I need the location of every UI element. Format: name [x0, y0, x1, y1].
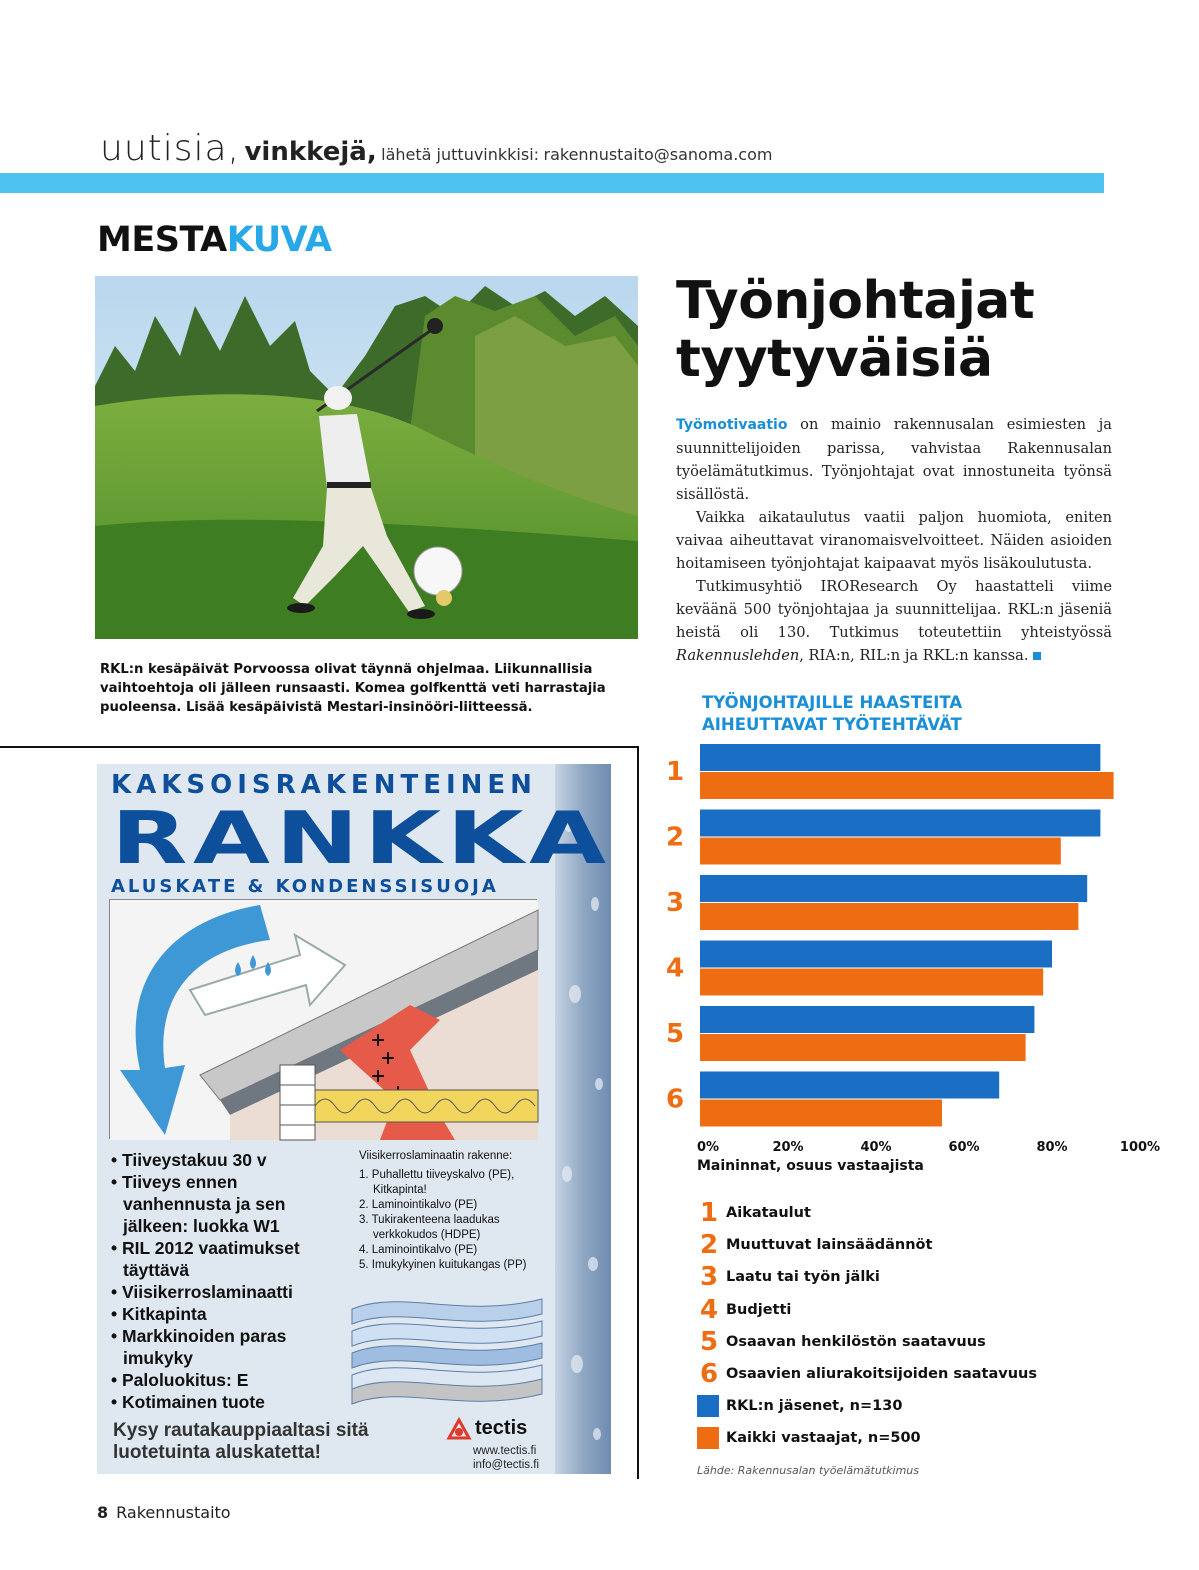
- ad-frame-right-rule: [637, 746, 639, 1479]
- ad-layer-item: 1. Puhallettu tiiveyskalvo (PE), Kitkapinta!: [359, 1169, 515, 1196]
- legend-category-item: [695, 1295, 791, 1325]
- bar-all-respondents: [700, 903, 1078, 930]
- ad-layers-title: Viisikerroslaminaatin rakenne:: [359, 1150, 513, 1162]
- header-word-uutisia: uutisia,: [100, 128, 241, 169]
- legend-series-item: [695, 1423, 921, 1453]
- header-word-vinkkeja: vinkkejä,: [244, 137, 377, 167]
- ad-sub-line: ALUSKATE & KONDENSSISUOJA: [111, 876, 499, 897]
- bar-all-respondents: [700, 1034, 1026, 1061]
- legend-category-number: 4: [699, 1294, 719, 1325]
- legend-series-name: RKL:n jäsenet, n=130: [726, 1398, 903, 1415]
- ad-cta-line-2: luotetuinta aluskatetta!: [113, 1442, 321, 1463]
- legend-series-name: Kaikki vastaajat, n=500: [726, 1430, 921, 1447]
- x-tick-label: 0%: [696, 1140, 720, 1155]
- tectis-brand-name: tectis: [475, 1417, 528, 1439]
- chart-source: Lähde: Rakennusalan työelämätutkimus: [697, 1464, 919, 1477]
- bar-rkl-members: [700, 941, 1052, 968]
- magazine-name: Rakennustaito: [116, 1503, 231, 1522]
- x-tick-label: 100%: [1119, 1140, 1161, 1155]
- legend-category-text: Osaavien aliurakoitsijoiden saatavuus: [726, 1366, 1037, 1382]
- ad-feature-item: • Kotimainen tuote: [111, 1392, 265, 1412]
- legend-category-text: Laatu tai työn jälki: [726, 1269, 880, 1286]
- category-label: 1: [665, 757, 685, 787]
- x-tick-label: 40%: [860, 1140, 892, 1155]
- headline-line-2: tyytyväisiä: [676, 329, 993, 389]
- legend-category-text: Aikataulut: [726, 1205, 811, 1221]
- legend-category-number: 6: [699, 1359, 719, 1389]
- article-p3-italic: Rakennuslehden: [676, 647, 800, 664]
- category-label: 2: [665, 822, 685, 853]
- header-line: [100, 128, 772, 169]
- legend-category-item: [695, 1327, 986, 1357]
- ad-layer-item: 4. Laminointikalvo (PE): [359, 1244, 478, 1256]
- legend-category-number: 5: [699, 1326, 719, 1357]
- article-headline: [676, 272, 1034, 388]
- headline-line-1: Työnjohtajat: [676, 271, 1035, 331]
- legend-category-number: 1: [699, 1198, 719, 1228]
- legend-category-item: [695, 1198, 811, 1228]
- ad-feature-item: • Kitkapinta: [111, 1304, 207, 1324]
- bar-rkl-members: [700, 810, 1100, 837]
- header-tip: lähetä juttuvinkkisi:: [381, 145, 540, 164]
- category-label: 6: [665, 1084, 685, 1115]
- rankka-advertisement: [97, 764, 611, 1474]
- ad-cta-line-1: Kysy rautakauppiaaltasi sitä: [113, 1420, 369, 1441]
- page-footer: [97, 1503, 231, 1522]
- article-p1-text: on mainio rakennusalan esimiesten ja suunnittelijoiden parissa, vahvistaa Rakennusalan työelämätutkimus. Työnjohtajat ovat innostuneita työnsä sisällöstä.: [676, 416, 1112, 503]
- bar-all-respondents: [700, 772, 1114, 799]
- ad-layers-list: [359, 1168, 549, 1273]
- legend-category-text: Osaavan henkilöstön saatavuus: [726, 1333, 986, 1350]
- legend-series-item: [695, 1391, 902, 1421]
- golf-photo: [95, 276, 638, 639]
- article-p3-b: , RIA:n, RIL:n ja RKL:n kanssa.: [799, 647, 1029, 664]
- article-paragraph-1: [676, 413, 1112, 506]
- article-body: [676, 413, 1112, 667]
- ad-feature-item: • Paloluokitus: E: [111, 1370, 249, 1390]
- x-tick-label: 60%: [948, 1140, 980, 1155]
- ad-feature-item: • Viisikerroslaminaatti: [111, 1282, 293, 1302]
- section-title-dark: MESTA: [97, 220, 227, 260]
- legend-category-number: 3: [699, 1262, 719, 1293]
- chart-title-line-2: AIHEUTTAVAT TYÖTEHTÄVÄT: [702, 715, 962, 734]
- ad-feature-item: • RIL 2012 vaatimukset täyttävä: [111, 1238, 300, 1280]
- bar-chart: [655, 735, 1161, 1185]
- legend-category-item: [695, 1359, 1037, 1389]
- end-square-icon: [1033, 652, 1041, 660]
- ad-contact: [473, 1444, 539, 1472]
- roof-structure-diagram: [109, 899, 537, 1139]
- header-email[interactable]: rakennustaito@sanoma.com: [543, 145, 773, 164]
- bar-rkl-members: [700, 744, 1100, 771]
- photo-caption: RKL:n kesäpäivät Porvoossa olivat täynnä ohjelmaa. Liikunnallisia vaihtoehtoja oli jälleen runsaasti. Komea golfkenttä veti harrastajia puoleensa. Lisää kesäpäivistä Mestari-insinööri-liitteessä.: [100, 662, 606, 715]
- bar-rkl-members: [700, 875, 1087, 902]
- chart-title-line-1: TYÖNJOHTAJILLE HAASTEITA: [702, 693, 963, 712]
- ad-email-link[interactable]: info@tectis.fi: [473, 1459, 540, 1471]
- page-number: 8: [97, 1503, 109, 1522]
- legend-category-text: Muuttuvat lainsäädännöt: [726, 1237, 933, 1254]
- ad-frame-top-rule: [0, 746, 638, 748]
- legend-category-item: [695, 1230, 932, 1260]
- article-p3-a: Tutkimusyhtiö IROResearch Oy haastatteli viime keväänä 500 työnjohtajaa ja suunnittelijaa. RKL:n jäseniä heistä oli 130. Tutkimus toteutettiin yhteistyössä: [676, 578, 1112, 641]
- bar-all-respondents: [700, 1100, 942, 1127]
- legend-swatch: [697, 1427, 719, 1449]
- legend-swatch: [697, 1395, 719, 1417]
- ad-feature-item: • Markkinoiden paras imukyky: [111, 1326, 287, 1368]
- header-blue-band: [0, 173, 1104, 193]
- article-paragraph-2: Vaikka aikataulutus vaatii paljon huomiota, eniten vaivaa aiheuttavat viranomaisvelvoitteet. Näiden asioiden hoitamiseen työnjohtajat kaipaavat myös lisäkoulutusta.: [676, 509, 1112, 572]
- ad-feature-item: • Tiiveystakuu 30 v: [111, 1150, 267, 1170]
- legend-category-text: Budjetti: [726, 1301, 792, 1318]
- chart-title: [702, 692, 962, 736]
- ad-feature-item: • Tiiveys ennen vanhennusta ja sen jälkeen: luokka W1: [111, 1172, 286, 1236]
- ad-top-line: KAKSOISRAKENTEINEN: [111, 770, 537, 800]
- category-label: 5: [665, 1019, 685, 1049]
- legend-category-number: 2: [699, 1230, 719, 1261]
- ad-layer-item: 3. Tukirakenteena laadukas verkkokudos (HDPE): [359, 1214, 500, 1241]
- article-paragraph-3: [676, 575, 1112, 667]
- ad-layer-item: 2. Laminointikalvo (PE): [359, 1199, 478, 1211]
- ad-website-link[interactable]: www.tectis.fi: [473, 1445, 537, 1457]
- bar-rkl-members: [700, 1072, 999, 1099]
- ad-call-to-action: [113, 1420, 369, 1464]
- bar-rkl-members: [700, 1006, 1034, 1033]
- legend-category-item: [695, 1262, 880, 1292]
- x-tick-label: 80%: [1036, 1140, 1068, 1155]
- article-lead-word: Työmotivaatio: [676, 417, 788, 433]
- category-label: 4: [665, 953, 685, 984]
- ad-feature-list: [111, 1149, 331, 1413]
- rankka-logo: RANKKA: [111, 796, 612, 880]
- x-axis-label: Maininnat, osuus vastaajista: [697, 1158, 924, 1174]
- section-title-blue: KUVA: [226, 220, 332, 260]
- category-label: 3: [665, 888, 685, 918]
- bar-all-respondents: [700, 969, 1043, 996]
- section-title: [97, 220, 331, 260]
- bar-all-respondents: [700, 838, 1061, 865]
- x-tick-label: 20%: [772, 1140, 804, 1155]
- ad-layer-item: 5. Imukykyinen kuitukangas (PP): [359, 1259, 527, 1271]
- laminate-layers-illustration: [342, 1289, 552, 1409]
